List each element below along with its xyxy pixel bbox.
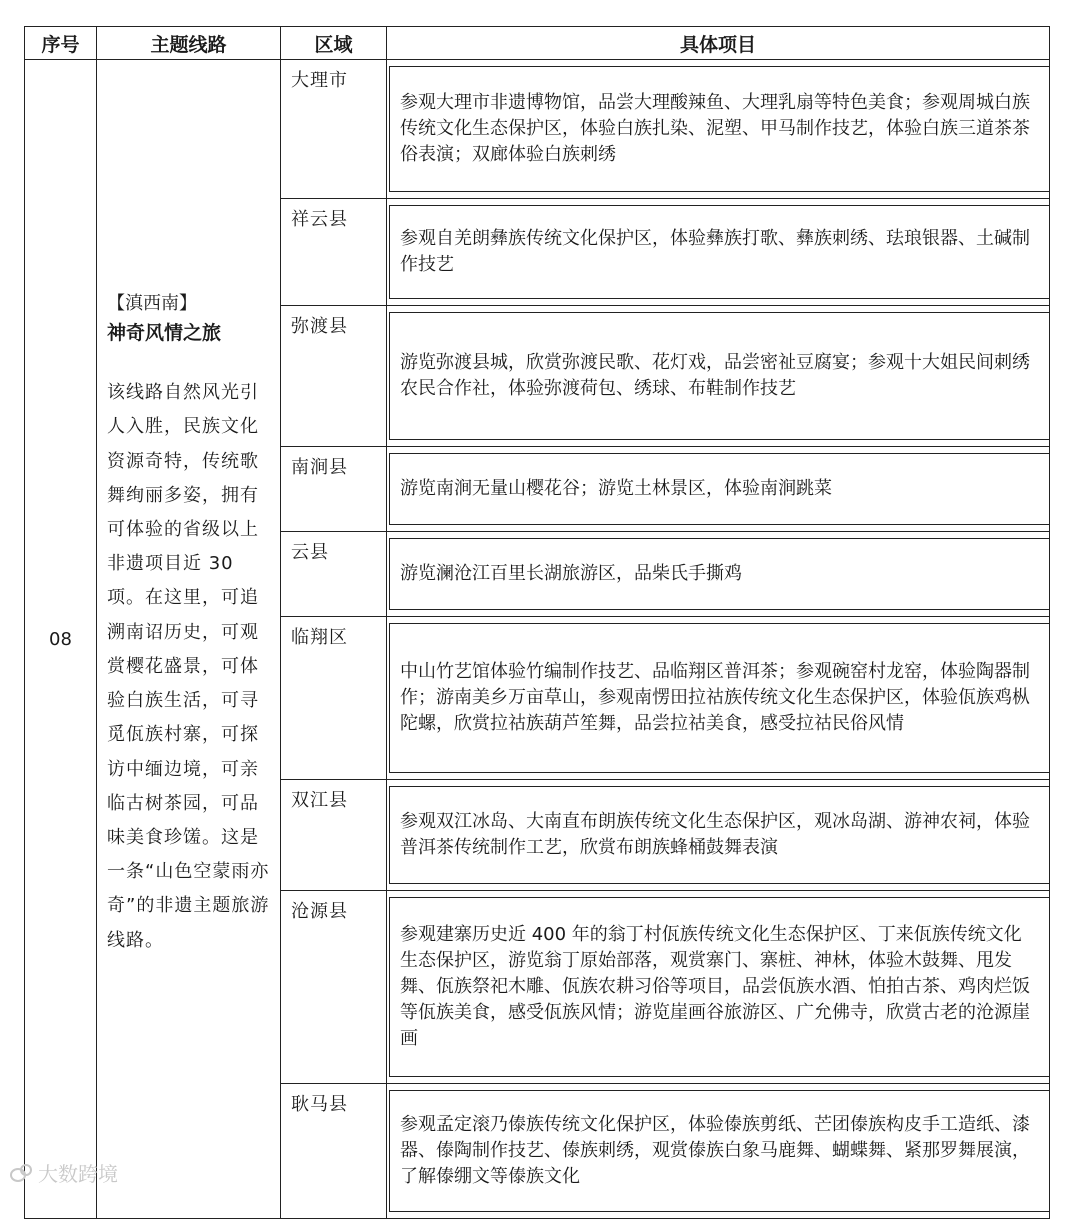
- header-theme: 主题线路: [97, 27, 281, 60]
- area-cell: 云县: [281, 532, 387, 617]
- items-cell: [387, 60, 1050, 199]
- theme-region: 【滇西南】: [107, 293, 197, 315]
- items-text: 游览弥渡县城，欣赏弥渡民歌、花灯戏，品尝密祉豆腐宴；参观十大姐民间刺绣农民合作社，体验弥渡荷包、绣球、布鞋制作技艺: [389, 312, 1049, 440]
- weibo-logo-icon: [8, 1162, 34, 1184]
- area-cell: 祥云县: [281, 199, 387, 306]
- theme-cell: [97, 60, 281, 1219]
- items-cell: [387, 199, 1050, 306]
- items-cell: [387, 306, 1050, 447]
- area-cell: 大理市: [281, 60, 387, 199]
- area-cell: 南涧县: [281, 447, 387, 532]
- items-text: 参观大理市非遗博物馆，品尝大理酸辣鱼、大理乳扇等特色美食；参观周城白族传统文化生态保护区，体验白族扎染、泥塑、甲马制作技艺，体验白族三道茶茶俗表演；双廊体验白族刺绣: [389, 66, 1049, 192]
- items-text: 游览澜沧江百里长湖旅游区，品柴氏手撕鸡: [389, 538, 1049, 610]
- items-cell: [387, 891, 1050, 1084]
- items-cell: [387, 780, 1050, 891]
- area-cell: 沧源县: [281, 891, 387, 1084]
- area-cell: 双江县: [281, 780, 387, 891]
- watermark-text: 大数跨境: [38, 1162, 118, 1186]
- table-row: [25, 60, 1050, 199]
- header-area: 区域: [281, 27, 387, 60]
- header-row: [25, 27, 1050, 60]
- area-cell: 弥渡县: [281, 306, 387, 447]
- area-cell: 耿马县: [281, 1084, 387, 1219]
- items-text: 中山竹艺馆体验竹编制作技艺、品临翔区普洱茶；参观碗窑村龙窑，体验陶器制作；游南美乡万亩草山，参观南愣田拉祜族传统文化生态保护区，体验佤族鸡枞陀螺，欣赏拉祜族葫芦笙舞，品尝拉祜美食，感受拉祜民俗风情: [389, 623, 1049, 773]
- heritage-route-table: [24, 26, 1050, 1219]
- items-text: 参观建寨历史近 400 年的翁丁村佤族传统文化生态保护区、丁来佤族传统文化生态保护区，游览翁丁原始部落，观赏寨门、寨桩、神林，体验木鼓舞、甩发舞、佤族祭祀木雕、佤族农耕习俗等项目，品尝佤族水酒、怕拍古茶、鸡肉烂饭等佤族美食，感受佤族风情；游览崖画谷旅游区、广允佛寺，欣赏古老的沧源崖画: [389, 897, 1049, 1077]
- items-cell: [387, 617, 1050, 780]
- items-text: 参观自羌朗彝族传统文化保护区，体验彝族打歌、彝族刺绣、珐琅银器、土碱制作技艺: [389, 205, 1049, 299]
- area-cell: 临翔区: [281, 617, 387, 780]
- items-cell: [387, 532, 1050, 617]
- watermark: [8, 1158, 118, 1187]
- seq-cell: 08: [25, 60, 97, 1219]
- items-text: 游览南涧无量山樱花谷；游览土林景区，体验南涧跳菜: [389, 453, 1049, 525]
- theme-title: 神奇风情之旅: [107, 322, 222, 345]
- theme-description: 该线路自然风光引人入胜，民族文化资源奇特，传统歌舞绚丽多姿，拥有可体验的省级以上非遗项目近 30 项。在这里，可追溯南诏历史，可观赏樱花盛景，可体验白族生活，可寻觅佤族村寨，可探访中缅边境，可亲临古树茶园，可品味美食珍馐。这是一条“山色空蒙雨亦奇”的非遗主题旅游线路。: [107, 382, 270, 951]
- items-text: 参观双江冰岛、大南直布朗族传统文化生态保护区，观冰岛湖、游神农祠，体验普洱茶传统制作工艺，欣赏布朗族蜂桶鼓舞表演: [389, 786, 1049, 884]
- items-text: 参观孟定滚乃傣族传统文化保护区，体验傣族剪纸、芒团傣族构皮手工造纸、漆器、傣陶制作技艺、傣族刺绣，观赏傣族白象马鹿舞、蝴蝶舞、紧那罗舞展演，了解傣绷文等傣族文化: [389, 1090, 1049, 1212]
- header-items: 具体项目: [387, 27, 1050, 60]
- header-seq: 序号: [25, 27, 97, 60]
- items-cell: [387, 1084, 1050, 1219]
- items-cell: [387, 447, 1050, 532]
